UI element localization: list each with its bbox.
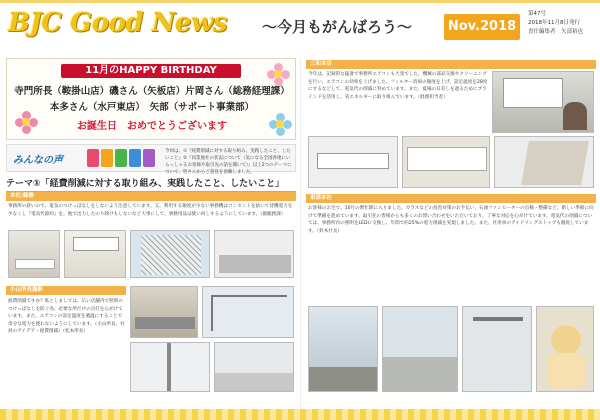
birthday-banner: 11月のHAPPY BIRTHDAY (61, 64, 241, 78)
section-label: 三和本店 (306, 60, 596, 69)
voice-decoration (87, 149, 155, 167)
photo (308, 306, 378, 392)
photo (536, 306, 594, 392)
section-text: 経費削減ですか？私としましては、広い店舗内で照明のつけっぱなしを防ぐ為、必要な所だけの点灯を心がけています。また、エアコンの設定温度を適温にすることで余分な電力を使わないようにしています。（小山所長、社員のアイデア・経費削減）（松本所長） (8, 299, 125, 334)
newsletter-logo: BJC Good News (8, 8, 227, 38)
photo (494, 136, 594, 188)
section-text: お客様のお宅で、10月の繁忙期に入りました。カラスなどの鳥害対策のお手伝い、石油ファンヒーターの点検・整備など、新しい季節に向けて準備を進めています。取引先の皆様からも多くのお問い合わせをいただいており、丁寧な対応を心がけています。電気代の削減については、事務所内の照明をLEDに交換し、年間で約25%の電力削減を実現しました。また、社用車のアイドリングストップも徹底しています。（鈴木社長） (308, 206, 594, 234)
top-border (0, 0, 600, 3)
section-text: 今年は、記録的な猛暑で事務所エアコンも大変でした。機械の部品交換やクリーニングを行い、エアコンの効率を上げました。フィルター清掃の頻度を上げ、設定温度を28度にするなどして、電気代の削減に努めています。また、夏場の日差しを遮るためにブラインドを活用し、省エネルギーに取り組んでいます。（経理担当者） (308, 72, 488, 100)
photo (462, 306, 532, 392)
section-label: 本社/総務 (6, 192, 296, 201)
meta-line: 責任編集者 矢部裕也 (528, 29, 584, 35)
birthday-section (6, 58, 296, 140)
photo (130, 286, 198, 338)
birthday-message: お誕生日 おめでとうございます (77, 121, 227, 132)
photo (8, 230, 60, 278)
photo (492, 71, 594, 133)
voice-banner (6, 144, 296, 175)
photo (130, 230, 210, 278)
flower-icon (15, 111, 37, 133)
slogan: 〜今月もがんばろう〜 (262, 18, 413, 36)
meta-line: 第47号 (528, 11, 546, 17)
section-label: 小山所長撮影 (6, 286, 126, 295)
photo (214, 230, 294, 278)
photo (402, 136, 490, 188)
issue-meta (528, 10, 598, 37)
photo (64, 230, 126, 278)
birthday-names-2: 本多さん（水戸東店） 矢部（サポート事業部） (49, 102, 255, 113)
issue-badge: Nov.2018 (444, 14, 520, 40)
photo (130, 342, 210, 392)
theme-heading: テーマ①「経費削減に対する取り組み、実践したこと、したいこと」 (6, 176, 296, 192)
voice-description: 今回は、①『経費削減に対する取り組み、実践したこと、したいこと』②『同業他社の状況について（気になる全国各地にいらっしゃるお客様や取引先の話を聞いて）』以上2つのテーマについて、皆さんからご意見を頂戴しました。 (165, 149, 292, 175)
section-text: 事務所の狭いので、電気のつけっぱなしをしないよう注意しています。又、利用する頻度が少ない事務機はコンセントを抜いて待機電力を少なくし『電気代節約』を。他で出力したのり除けもしないなど大事にして、事務用品は使い回しするようにしています。（副総務課） (8, 204, 293, 217)
column-divider (300, 58, 301, 413)
photo (214, 342, 294, 392)
voice-title: みんなの声 (13, 155, 63, 166)
section-label: 東部本社 (306, 194, 596, 203)
photo (308, 136, 398, 188)
flower-icon (267, 63, 289, 85)
photo (202, 286, 294, 338)
bottom-border (0, 409, 600, 420)
flower-icon (269, 113, 291, 135)
masthead (6, 4, 596, 54)
birthday-names-1: 寺門所長（鞍掛山店）磯さん（矢板店）片岡さん（総務経理課） (14, 86, 290, 97)
photo (382, 306, 458, 392)
meta-line: 2018年11月8日発行 (528, 20, 580, 26)
